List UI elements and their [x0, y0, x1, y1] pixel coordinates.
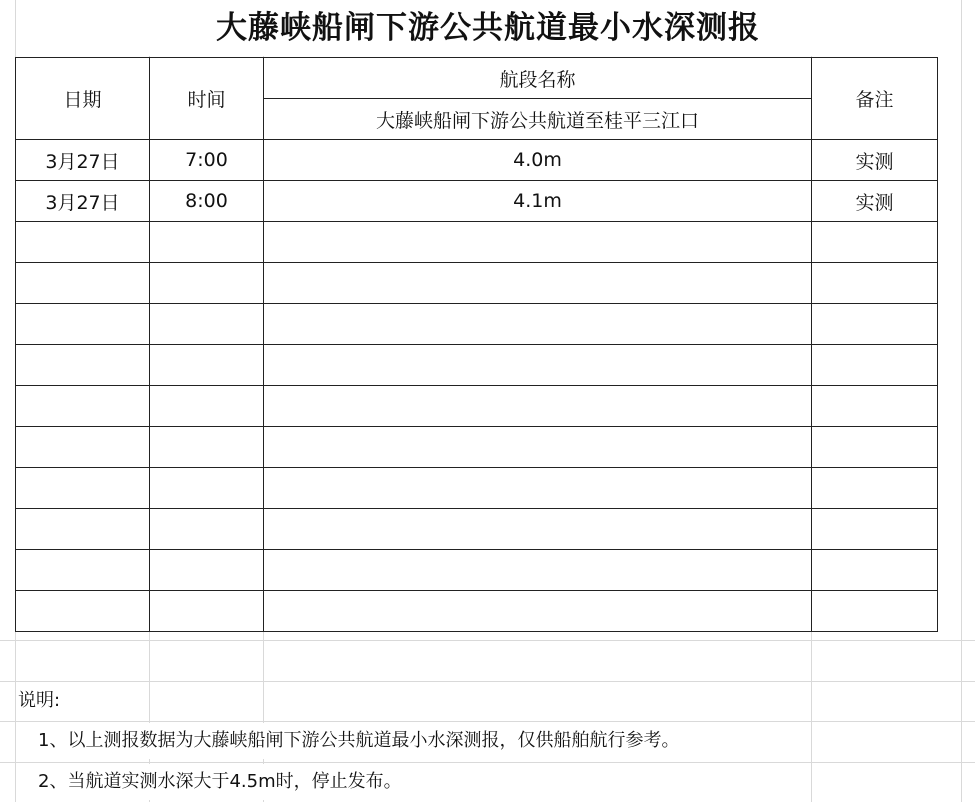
empty-cell: [812, 591, 938, 632]
empty-cell: [150, 509, 264, 550]
empty-cell: [812, 509, 938, 550]
cell-depth: 4.1m: [264, 181, 812, 222]
empty-cell: [16, 468, 150, 509]
empty-cell: [264, 386, 812, 427]
cell-time: 7:00: [150, 140, 264, 181]
empty-cell: [150, 263, 264, 304]
empty-cell: [264, 263, 812, 304]
cell-remark: 实测: [812, 140, 938, 181]
empty-cell: [264, 468, 812, 509]
empty-cell: [264, 304, 812, 345]
cell-depth: 4.0m: [264, 140, 812, 181]
cell-time: 8:00: [150, 181, 264, 222]
empty-cell: [264, 550, 812, 591]
header-segment-name: 大藤峡船闸下游公共航道至桂平三江口: [264, 99, 812, 140]
empty-cell: [150, 345, 264, 386]
empty-row: [16, 468, 938, 509]
empty-cell: [150, 304, 264, 345]
empty-cell: [812, 427, 938, 468]
empty-cell: [812, 550, 938, 591]
cell-date: 3月27日: [16, 181, 150, 222]
empty-cell: [812, 304, 938, 345]
empty-cell: [812, 222, 938, 263]
empty-cell: [150, 386, 264, 427]
report-title: 大藤峡船闸下游公共航道最小水深测报: [16, 0, 960, 56]
empty-cell: [16, 263, 150, 304]
header-date: 日期: [16, 58, 150, 140]
grid-row-line: [0, 721, 975, 722]
empty-cell: [150, 427, 264, 468]
empty-cell: [812, 263, 938, 304]
empty-cell: [264, 427, 812, 468]
empty-cell: [264, 509, 812, 550]
note-item: 2、当航道实测水深大于4.5m时，停止发布。: [38, 764, 402, 800]
empty-cell: [264, 222, 812, 263]
table-row: [16, 181, 938, 222]
empty-cell: [16, 345, 150, 386]
empty-cell: [150, 550, 264, 591]
empty-cell: [150, 591, 264, 632]
empty-cell: [812, 386, 938, 427]
empty-row: [16, 304, 938, 345]
header-remark: 备注: [812, 58, 938, 140]
header-time: 时间: [150, 58, 264, 140]
empty-cell: [812, 468, 938, 509]
empty-cell: [16, 427, 150, 468]
empty-cell: [264, 591, 812, 632]
empty-cell: [150, 222, 264, 263]
empty-row: [16, 427, 938, 468]
notes-label: 说明:: [18, 683, 64, 719]
empty-row: [16, 222, 938, 263]
empty-cell: [16, 591, 150, 632]
depth-report-table: [15, 57, 938, 632]
empty-row: [16, 345, 938, 386]
header-segment-group: 航段名称: [264, 58, 812, 99]
cell-remark: 实测: [812, 181, 938, 222]
empty-cell: [16, 550, 150, 591]
empty-cell: [264, 345, 812, 386]
grid-row-line: [0, 640, 975, 641]
empty-cell: [16, 509, 150, 550]
empty-cell: [16, 386, 150, 427]
empty-row: [16, 386, 938, 427]
empty-row: [16, 263, 938, 304]
note-item: 1、以上测报数据为大藤峡船闸下游公共航道最小水深测报，仅供船舶航行参考。: [38, 723, 679, 759]
empty-cell: [150, 468, 264, 509]
grid-row-line: [0, 762, 975, 763]
header-row: [16, 58, 938, 99]
empty-cell: [812, 345, 938, 386]
empty-row: [16, 509, 938, 550]
empty-cell: [16, 222, 150, 263]
table-row: [16, 140, 938, 181]
empty-row: [16, 591, 938, 632]
empty-cell: [16, 304, 150, 345]
empty-row: [16, 550, 938, 591]
grid-row-line: [0, 681, 975, 682]
cell-date: 3月27日: [16, 140, 150, 181]
